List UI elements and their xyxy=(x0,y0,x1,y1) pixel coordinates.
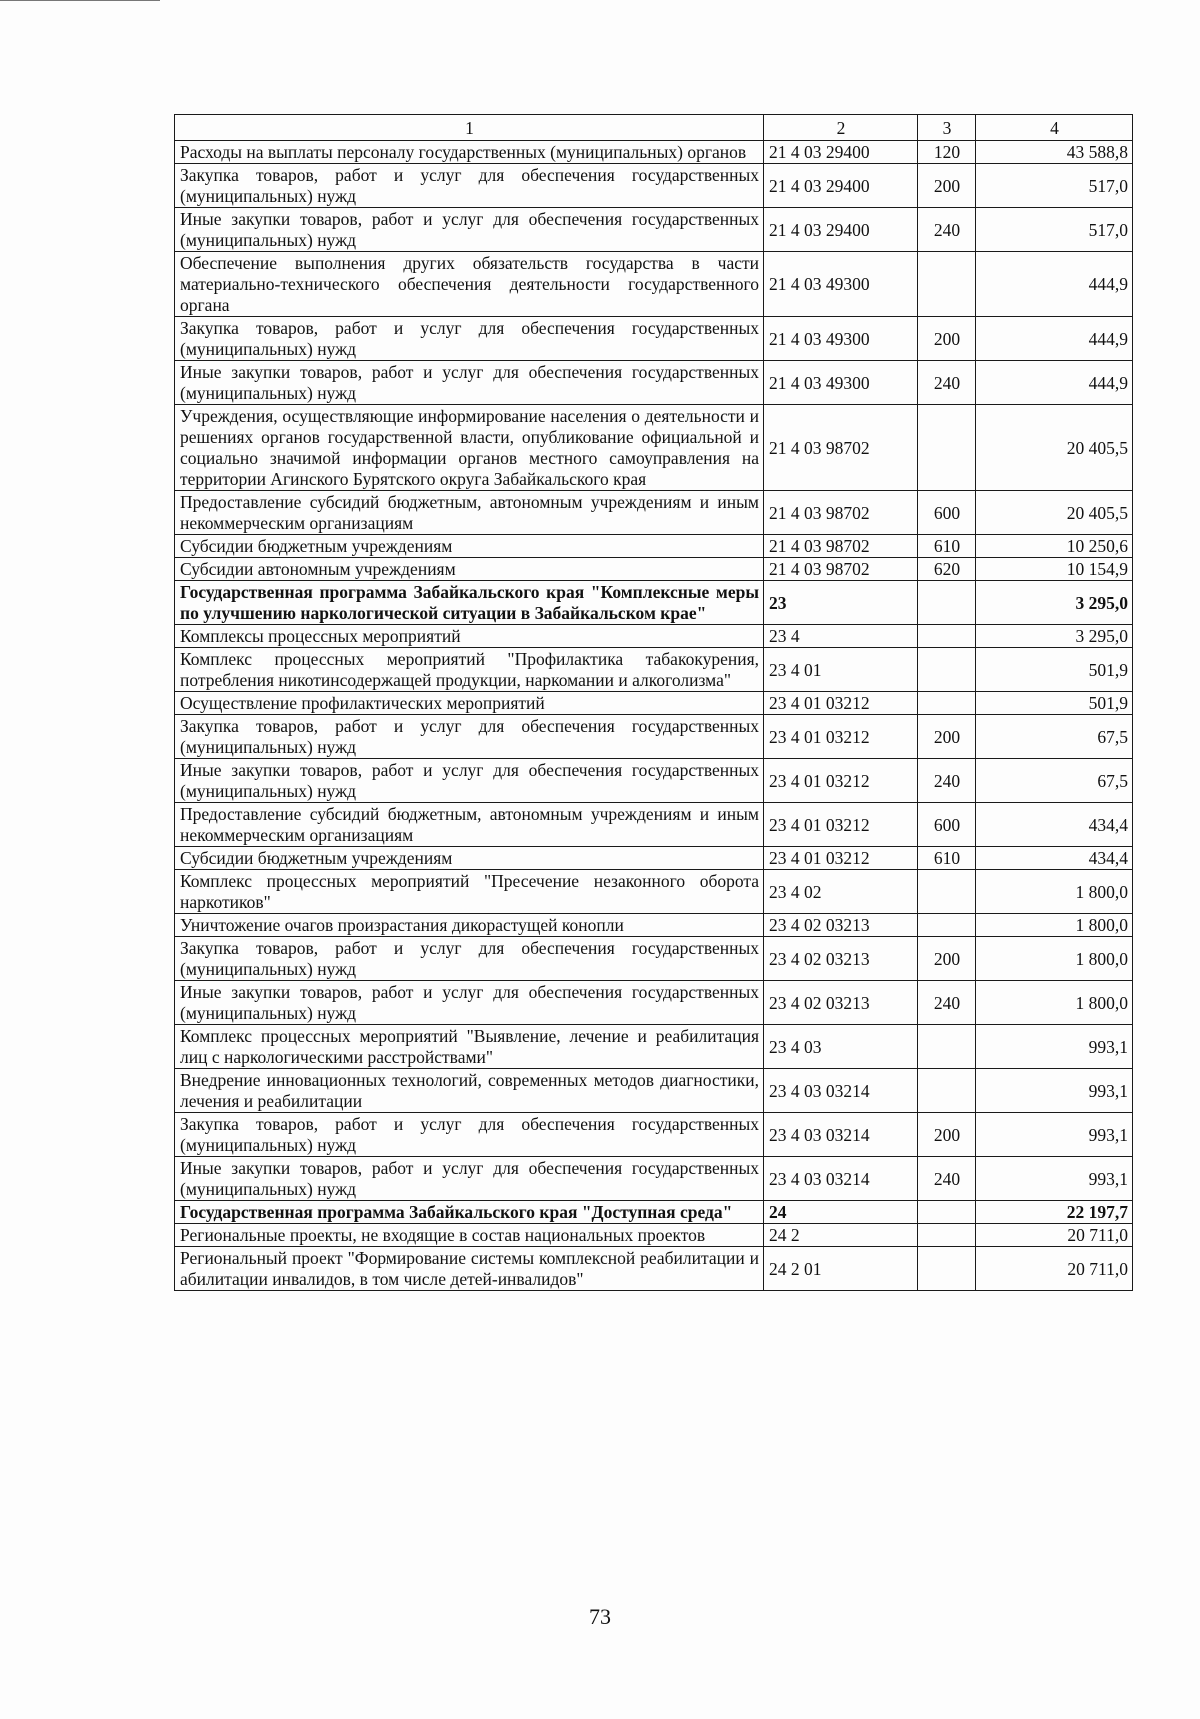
row-expense-type-cell: 200 xyxy=(918,1113,976,1157)
row-amount-cell: 10 154,9 xyxy=(976,558,1133,581)
row-name-cell: Иные закупки товаров, работ и услуг для обеспечения государственных (муниципальных) нужд xyxy=(175,208,764,252)
table-row xyxy=(175,847,1133,870)
row-expense-type-cell xyxy=(918,914,976,937)
row-amount-cell: 434,4 xyxy=(976,847,1133,870)
row-code-cell: 23 4 01 03212 xyxy=(764,803,918,847)
row-expense-type-cell: 200 xyxy=(918,164,976,208)
row-amount-cell: 20 405,5 xyxy=(976,491,1133,535)
row-code-cell: 23 4 01 03212 xyxy=(764,715,918,759)
table-row xyxy=(175,252,1133,317)
row-amount-cell: 993,1 xyxy=(976,1069,1133,1113)
table-row xyxy=(175,1201,1133,1224)
row-code-cell: 23 4 02 xyxy=(764,870,918,914)
row-amount-cell: 3 295,0 xyxy=(976,581,1133,625)
row-expense-type-cell xyxy=(918,1025,976,1069)
row-code-cell: 23 4 02 03213 xyxy=(764,914,918,937)
row-amount-cell: 22 197,7 xyxy=(976,1201,1133,1224)
row-expense-type-cell xyxy=(918,870,976,914)
row-expense-type-cell xyxy=(918,1224,976,1247)
table-row xyxy=(175,1247,1133,1291)
table-row xyxy=(175,208,1133,252)
table-row xyxy=(175,1157,1133,1201)
row-amount-cell: 20 711,0 xyxy=(976,1224,1133,1247)
table-row xyxy=(175,803,1133,847)
row-amount-cell: 43 588,8 xyxy=(976,141,1133,164)
row-code-cell: 21 4 03 98702 xyxy=(764,491,918,535)
row-name-cell: Учреждения, осуществляющие информирование населения о деятельности и решениях органов государственной власти, опубликование официальной и социально значимой информации органов местного самоуправления на территории Агинского Бурятского округа Забайкальского края xyxy=(175,405,764,491)
header-cell-3: 3 xyxy=(918,115,976,141)
row-amount-cell: 444,9 xyxy=(976,361,1133,405)
row-name-cell: Уничтожение очагов произрастания дикорастущей конопли xyxy=(175,914,764,937)
table-row xyxy=(175,317,1133,361)
row-name-cell: Обеспечение выполнения других обязательств государства в части материально-технического обеспечения деятельности государственного органа xyxy=(175,252,764,317)
row-expense-type-cell xyxy=(918,625,976,648)
row-code-cell: 21 4 03 98702 xyxy=(764,535,918,558)
row-code-cell: 24 2 xyxy=(764,1224,918,1247)
row-expense-type-cell: 600 xyxy=(918,803,976,847)
table-row xyxy=(175,1069,1133,1113)
table-row xyxy=(175,361,1133,405)
row-expense-type-cell xyxy=(918,405,976,491)
row-code-cell: 21 4 03 98702 xyxy=(764,558,918,581)
row-name-cell: Комплекс процессных мероприятий "Профилактика табакокурения, потребления никотинсодержащей продукции, наркомании и алкоголизма" xyxy=(175,648,764,692)
row-name-cell: Расходы на выплаты персоналу государственных (муниципальных) органов xyxy=(175,141,764,164)
row-name-cell: Внедрение инновационных технологий, современных методов диагностики, лечения и реабилитации xyxy=(175,1069,764,1113)
row-amount-cell: 434,4 xyxy=(976,803,1133,847)
row-amount-cell: 1 800,0 xyxy=(976,914,1133,937)
table-row xyxy=(175,981,1133,1025)
row-code-cell: 21 4 03 29400 xyxy=(764,141,918,164)
row-amount-cell: 1 800,0 xyxy=(976,937,1133,981)
row-expense-type-cell: 240 xyxy=(918,361,976,405)
page-number: 73 xyxy=(589,1604,611,1629)
table-row xyxy=(175,692,1133,715)
row-code-cell: 23 4 03 03214 xyxy=(764,1113,918,1157)
row-code-cell: 21 4 03 29400 xyxy=(764,164,918,208)
header-cell-2: 2 xyxy=(764,115,918,141)
row-name-cell: Закупка товаров, работ и услуг для обеспечения государственных (муниципальных) нужд xyxy=(175,715,764,759)
table-row xyxy=(175,405,1133,491)
table-row xyxy=(175,870,1133,914)
table-row xyxy=(175,937,1133,981)
row-name-cell: Предоставление субсидий бюджетным, автономным учреждениям и иным некоммерческим организациям xyxy=(175,803,764,847)
row-code-cell: 23 4 xyxy=(764,625,918,648)
row-name-cell: Комплекс процессных мероприятий "Пресечение незаконного оборота наркотиков" xyxy=(175,870,764,914)
row-code-cell: 21 4 03 49300 xyxy=(764,317,918,361)
row-expense-type-cell: 240 xyxy=(918,759,976,803)
table-row xyxy=(175,535,1133,558)
row-amount-cell: 1 800,0 xyxy=(976,981,1133,1025)
row-name-cell: Закупка товаров, работ и услуг для обеспечения государственных (муниципальных) нужд xyxy=(175,164,764,208)
row-code-cell: 21 4 03 49300 xyxy=(764,252,918,317)
table-row xyxy=(175,914,1133,937)
row-expense-type-cell: 240 xyxy=(918,981,976,1025)
row-expense-type-cell: 120 xyxy=(918,141,976,164)
header-cell-1: 1 xyxy=(175,115,764,141)
table-row xyxy=(175,715,1133,759)
row-name-cell: Иные закупки товаров, работ и услуг для обеспечения государственных (муниципальных) нужд xyxy=(175,1157,764,1201)
table-row xyxy=(175,625,1133,648)
table-row xyxy=(175,648,1133,692)
row-name-cell: Осуществление профилактических мероприятий xyxy=(175,692,764,715)
row-expense-type-cell xyxy=(918,1247,976,1291)
row-expense-type-cell xyxy=(918,1201,976,1224)
row-name-cell: Предоставление субсидий бюджетным, автономным учреждениям и иным некоммерческим организациям xyxy=(175,491,764,535)
budget-table xyxy=(174,114,1133,1291)
row-expense-type-cell: 200 xyxy=(918,937,976,981)
table-row xyxy=(175,1113,1133,1157)
row-expense-type-cell: 240 xyxy=(918,208,976,252)
row-expense-type-cell: 200 xyxy=(918,715,976,759)
row-expense-type-cell: 240 xyxy=(918,1157,976,1201)
row-expense-type-cell: 610 xyxy=(918,847,976,870)
table-row xyxy=(175,1025,1133,1069)
budget-table-body xyxy=(175,115,1133,1291)
row-code-cell: 23 4 01 03212 xyxy=(764,759,918,803)
table-row xyxy=(175,759,1133,803)
row-amount-cell: 20 405,5 xyxy=(976,405,1133,491)
row-amount-cell: 10 250,6 xyxy=(976,535,1133,558)
row-amount-cell: 993,1 xyxy=(976,1025,1133,1069)
row-code-cell: 24 xyxy=(764,1201,918,1224)
row-name-cell: Государственная программа Забайкальского края "Комплексные меры по улучшению наркологической ситуации в Забайкальском крае" xyxy=(175,581,764,625)
row-expense-type-cell: 620 xyxy=(918,558,976,581)
row-name-cell: Региональный проект "Формирование системы комплексной реабилитации и абилитации инвалидов, в том числе детей-инвалидов" xyxy=(175,1247,764,1291)
row-amount-cell: 993,1 xyxy=(976,1157,1133,1201)
row-code-cell: 23 xyxy=(764,581,918,625)
row-amount-cell: 517,0 xyxy=(976,164,1133,208)
table-row xyxy=(175,491,1133,535)
row-code-cell: 23 4 03 03214 xyxy=(764,1157,918,1201)
table-row xyxy=(175,141,1133,164)
row-code-cell: 21 4 03 29400 xyxy=(764,208,918,252)
row-amount-cell: 444,9 xyxy=(976,252,1133,317)
row-name-cell: Комплексы процессных мероприятий xyxy=(175,625,764,648)
row-amount-cell: 67,5 xyxy=(976,715,1133,759)
row-name-cell: Закупка товаров, работ и услуг для обеспечения государственных (муниципальных) нужд xyxy=(175,317,764,361)
row-name-cell: Иные закупки товаров, работ и услуг для обеспечения государственных (муниципальных) нужд xyxy=(175,759,764,803)
row-code-cell: 21 4 03 98702 xyxy=(764,405,918,491)
row-name-cell: Субсидии бюджетным учреждениям xyxy=(175,847,764,870)
row-name-cell: Иные закупки товаров, работ и услуг для обеспечения государственных (муниципальных) нужд xyxy=(175,361,764,405)
row-expense-type-cell xyxy=(918,692,976,715)
row-name-cell: Субсидии автономным учреждениям xyxy=(175,558,764,581)
row-code-cell: 23 4 01 03212 xyxy=(764,692,918,715)
table-row xyxy=(175,581,1133,625)
header-cell-4: 4 xyxy=(976,115,1133,141)
row-name-cell: Закупка товаров, работ и услуг для обеспечения государственных (муниципальных) нужд xyxy=(175,937,764,981)
row-expense-type-cell: 610 xyxy=(918,535,976,558)
row-name-cell: Региональные проекты, не входящие в состав национальных проектов xyxy=(175,1224,764,1247)
row-name-cell: Иные закупки товаров, работ и услуг для обеспечения государственных (муниципальных) нужд xyxy=(175,981,764,1025)
row-expense-type-cell xyxy=(918,581,976,625)
table-header-row xyxy=(175,115,1133,141)
row-name-cell: Субсидии бюджетным учреждениям xyxy=(175,535,764,558)
row-code-cell: 23 4 02 03213 xyxy=(764,937,918,981)
row-expense-type-cell xyxy=(918,1069,976,1113)
row-code-cell: 21 4 03 49300 xyxy=(764,361,918,405)
row-amount-cell: 1 800,0 xyxy=(976,870,1133,914)
table-row xyxy=(175,558,1133,581)
scan-edge-line xyxy=(0,0,160,1)
table-row xyxy=(175,1224,1133,1247)
row-amount-cell: 3 295,0 xyxy=(976,625,1133,648)
row-code-cell: 23 4 02 03213 xyxy=(764,981,918,1025)
row-expense-type-cell: 200 xyxy=(918,317,976,361)
row-expense-type-cell xyxy=(918,252,976,317)
row-code-cell: 23 4 01 xyxy=(764,648,918,692)
row-code-cell: 24 2 01 xyxy=(764,1247,918,1291)
row-name-cell: Комплекс процессных мероприятий "Выявление, лечение и реабилитация лиц с наркологическими расстройствами" xyxy=(175,1025,764,1069)
table-row xyxy=(175,164,1133,208)
row-name-cell: Государственная программа Забайкальского края "Доступная среда" xyxy=(175,1201,764,1224)
row-amount-cell: 444,9 xyxy=(976,317,1133,361)
row-code-cell: 23 4 01 03212 xyxy=(764,847,918,870)
row-expense-type-cell: 600 xyxy=(918,491,976,535)
row-name-cell: Закупка товаров, работ и услуг для обеспечения государственных (муниципальных) нужд xyxy=(175,1113,764,1157)
row-amount-cell: 501,9 xyxy=(976,648,1133,692)
row-amount-cell: 20 711,0 xyxy=(976,1247,1133,1291)
row-amount-cell: 501,9 xyxy=(976,692,1133,715)
row-expense-type-cell xyxy=(918,648,976,692)
row-amount-cell: 993,1 xyxy=(976,1113,1133,1157)
row-amount-cell: 67,5 xyxy=(976,759,1133,803)
row-amount-cell: 517,0 xyxy=(976,208,1133,252)
row-code-cell: 23 4 03 03214 xyxy=(764,1069,918,1113)
row-code-cell: 23 4 03 xyxy=(764,1025,918,1069)
